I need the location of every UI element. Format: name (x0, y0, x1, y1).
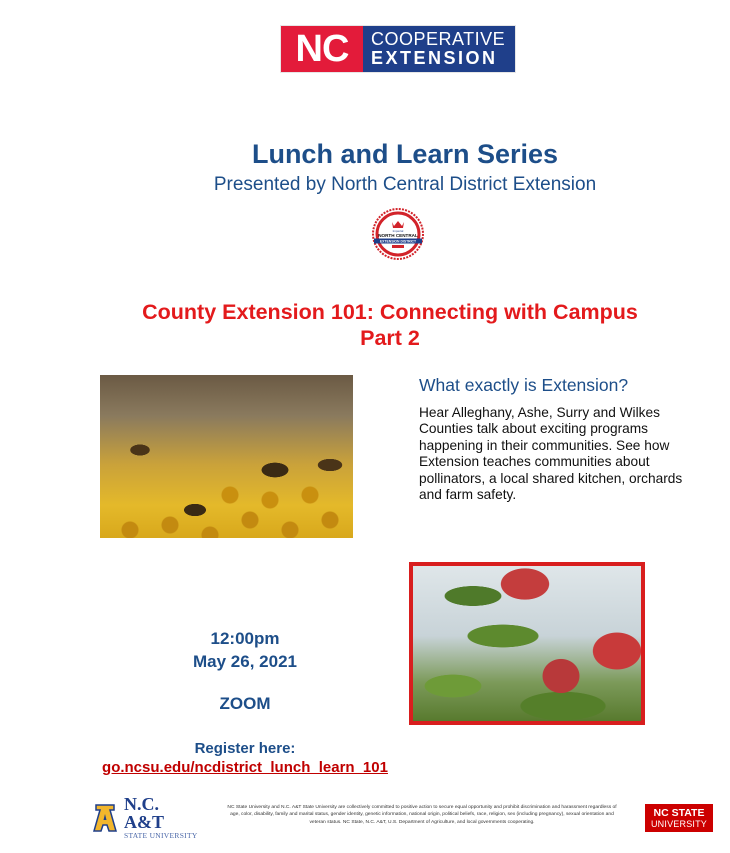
event-date: May 26, 2021 (193, 652, 297, 671)
logo-line-cooperative: COOPERATIVE (371, 29, 506, 49)
nc-cooperative-extension-logo (281, 26, 515, 72)
honeybees-photo (100, 375, 353, 538)
svg-text:EXTENSION DISTRICT: EXTENSION DISTRICT (379, 239, 417, 244)
event-platform: ZOOM (219, 694, 271, 713)
apples-photo (409, 562, 645, 725)
nc-logo-mark: NC (281, 26, 363, 72)
ncat-name: N.C. A&T (124, 793, 164, 832)
logo-line-extension: EXTENSION (371, 48, 498, 68)
svg-text:Imperial: Imperial (392, 229, 404, 233)
aggie-logo-icon (92, 801, 118, 833)
event-title-line-1: County Extension 101: Connecting with Campus (142, 300, 638, 324)
ncsu-subname: UNIVERSITY (650, 818, 707, 829)
nondiscrimination-disclaimer: NC State University and N.C. A&T State University are collectively committed to positive action to secure equal opportunity and prohibit discrimination and harassment regardless of age, color, disability, family and marital status, gender identity, genetic information, national origin, political beliefs, race, religion, sex (including pregnancy), sexual orientation and veteran status. NC State, N.C. A&T, U.S. Department of Agriculture, and local governments cooperating. (227, 805, 617, 825)
page-subtitle: Presented by North Central District Extension (213, 174, 597, 195)
ncat-subname: STATE UNIVERSITY (124, 830, 198, 840)
svg-text:NORTH CENTRAL: NORTH CENTRAL (378, 233, 418, 238)
event-title (100, 299, 680, 351)
info-heading: What exactly is Extension? (419, 375, 629, 395)
north-central-district-seal (372, 208, 424, 260)
nc-state-logo (645, 804, 713, 832)
event-datetime (70, 627, 420, 673)
register-label: Register here: (194, 740, 296, 757)
seal-icon (372, 208, 424, 260)
nc-at-logo (92, 793, 202, 840)
logo-wordmark (363, 26, 515, 72)
page-title: Lunch and Learn Series (251, 139, 559, 169)
event-time: 12:00pm (210, 629, 280, 648)
ncsu-name: NC STATE (653, 806, 705, 819)
register-link[interactable]: go.ncsu.edu/ncdistrict_lunch_learn_101 (102, 759, 388, 776)
event-title-line-2: Part 2 (360, 326, 420, 350)
info-body: Hear Alleghany, Ashe, Surry and Wilkes Counties talk about exciting programs happening in their communities. See how Extension teaches communities about pollinators, a local shared kitchen, orchards and farm safety. (419, 405, 683, 503)
